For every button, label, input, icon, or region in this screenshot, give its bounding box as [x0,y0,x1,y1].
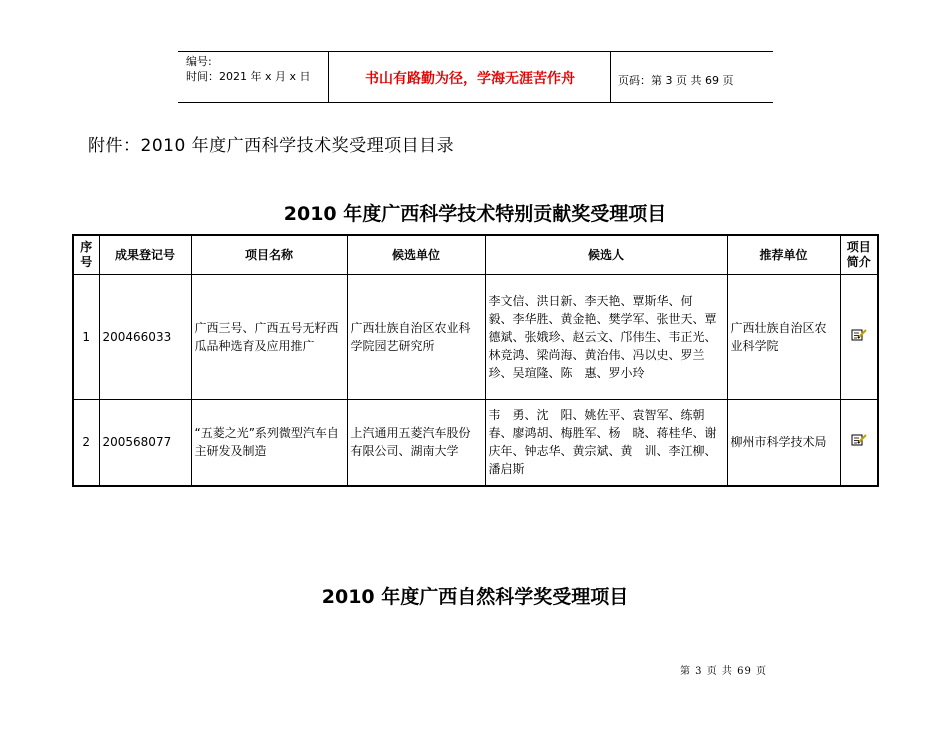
section-title-special-contribution: 2010 年度广西科学技术特别贡献奖受理项目 [283,203,667,225]
cell-summary[interactable] [840,275,878,400]
header-motto: 书山有路勤为径，学海无涯苦作舟 [365,71,575,87]
header-page-info: 页码：第 3 页 共 69 页 [618,74,734,87]
cell-reg-no: 200466033 [99,275,191,400]
header-meta [186,54,311,84]
cell-recommender: 柳州市科学技术局 [727,400,840,486]
col-header-unit: 候选单位 [347,235,485,275]
cell-unit: 广西壮族自治区农业科学院园艺研究所 [347,275,485,400]
cell-people: 李文信、洪日新、李天艳、覃斯华、何 毅、李华胜、黄金艳、樊学军、张世天、覃德斌、张娥珍、赵云文、邝伟生、韦正光、林竞鸿、梁尚海、黄治伟、冯以史、罗兰珍、吴瑄隆、陈 惠、罗小玲 [485,275,727,400]
cell-summary[interactable] [840,400,878,486]
col-header-seq: 序号 [73,235,99,275]
cell-recommender: 广西壮族自治区农业科学院 [727,275,840,400]
attachment-title: 附件：2010 年度广西科学技术奖受理项目目录 [88,136,455,156]
page-header [178,51,773,103]
cell-seq: 2 [73,400,99,486]
table-row [73,275,878,400]
cell-people: 韦 勇、沈 阳、姚佐平、袁智军、练朝春、廖鸿胡、梅胜军、杨 晓、蒋桂华、谢庆年、钟志华、黄宗斌、黄 训、李江柳、潘启斯 [485,400,727,486]
header-divider [328,52,329,102]
project-table [72,234,879,487]
cell-seq: 1 [73,275,99,400]
col-header-people: 候选人 [485,235,727,275]
cell-name: “五菱之光”系列微型汽车自主研发及制造 [191,400,347,486]
col-header-summary: 项目简介 [840,235,878,275]
cell-unit: 上汽通用五菱汽车股份有限公司、湖南大学 [347,400,485,486]
header-number: 编号: [186,55,212,68]
edit-note-icon[interactable] [851,328,867,342]
table-header-row [73,235,878,275]
table-row [73,400,878,486]
col-header-name: 项目名称 [191,235,347,275]
cell-name: 广西三号、广西五号无籽西瓜品种选育及应用推广 [191,275,347,400]
header-time: 时间：2021 年 x 月 x 日 [186,70,311,83]
header-divider [610,52,611,102]
section-title-natural-science: 2010 年度广西自然科学奖受理项目 [321,586,629,608]
col-header-reg-no: 成果登记号 [99,235,191,275]
cell-reg-no: 200568077 [99,400,191,486]
page-footer: 第 3 页 共 69 页 [680,666,767,677]
edit-note-icon[interactable] [851,433,867,447]
col-header-recommender: 推荐单位 [727,235,840,275]
